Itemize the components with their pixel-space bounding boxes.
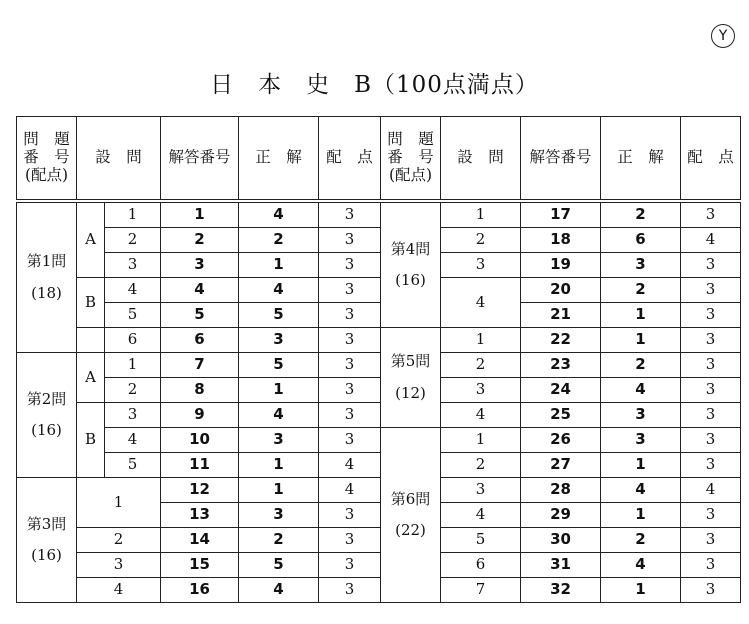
answer-table-body (17, 117, 741, 603)
answer-number: 28 (521, 478, 601, 503)
table-row (17, 278, 741, 303)
correct-answer: 1 (239, 453, 319, 478)
points: 4 (681, 228, 741, 253)
answer-number: 30 (521, 528, 601, 553)
header-answer-no-right (521, 117, 601, 200)
points: 3 (319, 578, 381, 603)
correct-answer: 5 (239, 303, 319, 328)
part-number: 1 (77, 478, 161, 528)
question-name: 第1問 (26, 252, 67, 271)
question-points: (16) (395, 271, 426, 289)
points: 3 (681, 278, 741, 303)
part-number: 1 (441, 428, 521, 453)
answer-number: 3 (161, 253, 239, 278)
part-number: 2 (441, 453, 521, 478)
points: 3 (681, 503, 741, 528)
header-line: 問 題 (23, 130, 70, 149)
header-line: 問 題 (387, 130, 434, 149)
header-line: 番 号 (23, 148, 70, 167)
points: 3 (681, 403, 741, 428)
answer-number: 2 (161, 228, 239, 253)
part-number: 3 (105, 253, 161, 278)
points: 3 (319, 203, 381, 228)
answer-number: 25 (521, 403, 601, 428)
correct-answer: 2 (601, 528, 681, 553)
header-line: 設 問 (457, 148, 504, 167)
points: 4 (319, 453, 381, 478)
header-question-no (17, 117, 77, 200)
correct-answer: 3 (601, 428, 681, 453)
section-label: B (77, 278, 105, 328)
points: 3 (681, 353, 741, 378)
header-line: (配点) (388, 165, 433, 184)
correct-answer: 3 (239, 428, 319, 453)
correct-answer: 4 (601, 478, 681, 503)
correct-answer: 4 (601, 553, 681, 578)
header-points-right (681, 117, 741, 200)
section-label: A (77, 203, 105, 278)
answer-number: 32 (521, 578, 601, 603)
correct-answer: 4 (239, 203, 319, 228)
points: 3 (319, 503, 381, 528)
part-number: 4 (77, 578, 161, 603)
answer-number: 26 (521, 428, 601, 453)
header-line: 解答番号 (529, 148, 592, 167)
points: 4 (681, 478, 741, 503)
points: 4 (319, 478, 381, 503)
answer-number: 13 (161, 503, 239, 528)
points: 3 (319, 253, 381, 278)
answer-number: 8 (161, 378, 239, 403)
answer-number: 12 (161, 478, 239, 503)
points: 3 (681, 253, 741, 278)
correct-answer: 1 (601, 328, 681, 353)
part-number: 2 (441, 228, 521, 253)
points: 3 (681, 303, 741, 328)
part-number: 6 (105, 328, 161, 353)
part-number: 3 (441, 478, 521, 503)
correct-answer: 1 (601, 453, 681, 478)
header-line: 解答番号 (168, 148, 231, 167)
correct-answer: 1 (601, 503, 681, 528)
correct-answer: 4 (239, 578, 319, 603)
question-points: (18) (31, 283, 62, 302)
section-label: A (77, 353, 105, 403)
answer-number: 17 (521, 203, 601, 228)
points: 3 (319, 328, 381, 353)
page-title: 日 本 史 B（100点満点） (210, 72, 539, 98)
table-row (17, 403, 741, 428)
part-number: 4 (105, 278, 161, 303)
points: 3 (319, 553, 381, 578)
header-part-right (441, 117, 521, 200)
question-group-left (17, 353, 77, 478)
answer-table (16, 116, 741, 603)
correct-answer: 1 (601, 303, 681, 328)
question-group-left (17, 203, 77, 353)
header-line: 設 問 (95, 148, 142, 167)
answer-number: 4 (161, 278, 239, 303)
part-number: 1 (441, 203, 521, 228)
question-group-left (17, 478, 77, 603)
part-number: 2 (105, 378, 161, 403)
part-number: 4 (441, 503, 521, 528)
part-number: 5 (105, 453, 161, 478)
part-number: 3 (441, 378, 521, 403)
header-question-no-right (381, 117, 441, 200)
answer-number: 18 (521, 228, 601, 253)
answer-number: 5 (161, 303, 239, 328)
answer-number: 20 (521, 278, 601, 303)
points: 3 (681, 203, 741, 228)
table-row (17, 303, 741, 328)
table-row (17, 478, 741, 503)
correct-answer: 1 (239, 378, 319, 403)
points: 3 (681, 553, 741, 578)
table-row (17, 428, 741, 453)
question-name: 第6問 (390, 489, 431, 508)
correct-answer: 3 (601, 253, 681, 278)
correct-answer: 1 (601, 578, 681, 603)
question-group-right (381, 428, 441, 603)
points: 3 (681, 578, 741, 603)
correct-answer: 3 (239, 328, 319, 353)
points: 3 (319, 353, 381, 378)
part-number: 3 (105, 403, 161, 428)
header-part (77, 117, 161, 200)
question-name: 第5問 (390, 352, 431, 371)
answer-number: 22 (521, 328, 601, 353)
part-number: 4 (105, 428, 161, 453)
question-group-right (381, 203, 441, 328)
header-line: 正 解 (255, 148, 302, 167)
part-number: 2 (105, 228, 161, 253)
answer-number: 15 (161, 553, 239, 578)
correct-answer: 5 (239, 353, 319, 378)
part-number: 2 (77, 528, 161, 553)
part-number: 3 (77, 553, 161, 578)
points: 3 (319, 303, 381, 328)
part-number: 1 (441, 328, 521, 353)
header-answer-no (161, 117, 239, 200)
points: 3 (319, 428, 381, 453)
answer-number: 16 (161, 578, 239, 603)
points: 3 (319, 278, 381, 303)
correct-answer: 2 (239, 228, 319, 253)
answer-number: 24 (521, 378, 601, 403)
points: 3 (681, 528, 741, 553)
question-name: 第3問 (26, 514, 67, 533)
header-line: 配 点 (687, 148, 734, 167)
points: 3 (681, 328, 741, 353)
answer-number: 6 (161, 328, 239, 353)
header-correct (239, 117, 319, 200)
part-number: 2 (441, 353, 521, 378)
answer-number: 21 (521, 303, 601, 328)
section-label-empty (77, 328, 105, 353)
points: 3 (681, 428, 741, 453)
points: 3 (319, 528, 381, 553)
correct-answer: 4 (601, 378, 681, 403)
table-row (17, 328, 741, 353)
correct-answer: 3 (239, 503, 319, 528)
part-number: 5 (105, 303, 161, 328)
header-line: 番 号 (387, 148, 434, 167)
answer-number: 27 (521, 453, 601, 478)
answer-number: 1 (161, 203, 239, 228)
correct-answer: 2 (239, 528, 319, 553)
answer-number: 10 (161, 428, 239, 453)
table-row (17, 553, 741, 578)
points: 3 (681, 453, 741, 478)
table-row (17, 378, 741, 403)
question-points: (16) (31, 421, 62, 439)
header-row (17, 117, 741, 200)
answer-number: 7 (161, 353, 239, 378)
table-row (17, 528, 741, 553)
table-row (17, 353, 741, 378)
header-correct-right (601, 117, 681, 200)
answer-number: 31 (521, 553, 601, 578)
answer-number: 19 (521, 253, 601, 278)
answer-number: 9 (161, 403, 239, 428)
correct-answer: 3 (601, 403, 681, 428)
table-row (17, 253, 741, 278)
question-points: (22) (395, 521, 426, 539)
correct-answer: 4 (239, 403, 319, 428)
question-name: 第2問 (26, 389, 67, 408)
question-points: (12) (395, 383, 426, 402)
points: 3 (319, 403, 381, 428)
correct-answer: 1 (239, 253, 319, 278)
points: 3 (319, 228, 381, 253)
correct-answer: 5 (239, 553, 319, 578)
answer-number: 11 (161, 453, 239, 478)
table-row (17, 203, 741, 228)
correct-answer: 1 (239, 478, 319, 503)
correct-answer: 2 (601, 203, 681, 228)
question-group-right (381, 328, 441, 428)
part-number: 3 (441, 253, 521, 278)
part-number: 1 (105, 353, 161, 378)
correct-answer: 6 (601, 228, 681, 253)
points: 3 (681, 378, 741, 403)
question-points: (16) (31, 546, 62, 564)
correct-answer: 2 (601, 353, 681, 378)
table-row (17, 228, 741, 253)
answer-number: 29 (521, 503, 601, 528)
header-line: (配点) (24, 165, 69, 184)
part-number: 7 (441, 578, 521, 603)
part-number: 1 (105, 203, 161, 228)
circled-y-mark: Y (711, 24, 735, 48)
table-row (17, 453, 741, 478)
section-label: B (77, 403, 105, 478)
points: 3 (319, 378, 381, 403)
header-line: 配 点 (326, 148, 373, 167)
answer-number: 23 (521, 353, 601, 378)
question-name: 第4問 (390, 239, 431, 258)
part-number: 4 (441, 403, 521, 428)
correct-answer: 4 (239, 278, 319, 303)
part-number: 4 (441, 278, 521, 328)
part-number: 6 (441, 553, 521, 578)
correct-answer: 2 (601, 278, 681, 303)
table-row (17, 578, 741, 603)
header-line: 正 解 (617, 148, 664, 167)
answer-number: 14 (161, 528, 239, 553)
part-number: 5 (441, 528, 521, 553)
header-points (319, 117, 381, 200)
